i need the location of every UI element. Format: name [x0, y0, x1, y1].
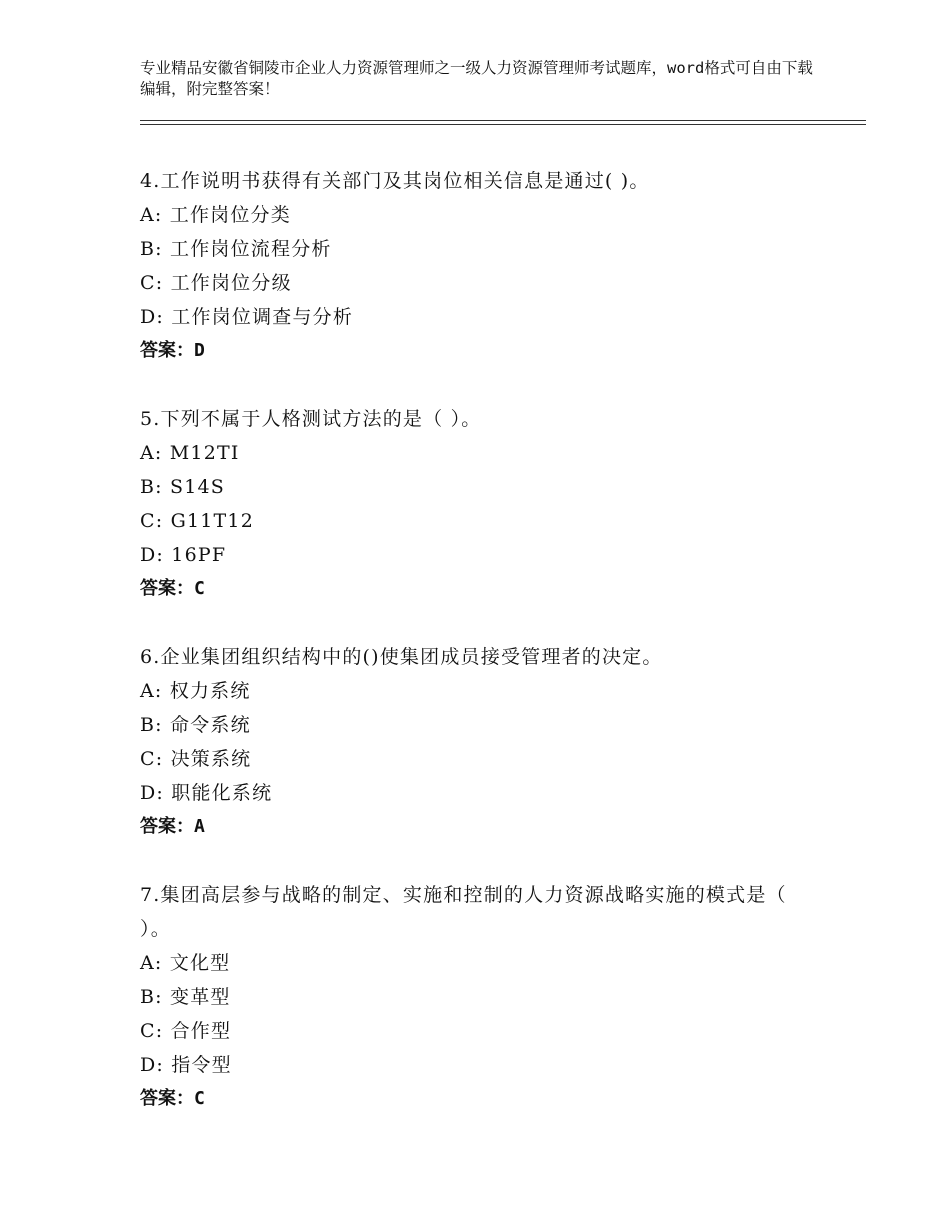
question-stem: 5.下列不属于人格测试方法的是（ ）。 — [140, 408, 482, 430]
header-divider-bottom — [140, 124, 866, 125]
option-d: D: 指令型 — [140, 1054, 232, 1076]
question-list — [140, 164, 820, 1150]
option-b: B: S14S — [140, 476, 226, 498]
question-item — [140, 402, 820, 606]
answer-line: 答案：A — [140, 816, 205, 837]
option-a: A: M12TI — [140, 442, 240, 464]
question-stem: 7.集团高层参与战略的制定、实施和控制的人力资源战略实施的模式是（ ）。 — [140, 884, 787, 940]
option-a: A: 文化型 — [140, 952, 231, 974]
option-c: C: 决策系统 — [140, 748, 252, 770]
document-header: 专业精品安徽省铜陵市企业人力资源管理师之一级人力资源管理师考试题库，word格式可自由下载编辑，附完整答案！ — [140, 59, 813, 98]
question-item — [140, 878, 820, 1116]
option-d: D: 工作岗位调查与分析 — [140, 306, 354, 328]
option-c: C: 合作型 — [140, 1020, 232, 1042]
answer-line: 答案：C — [140, 578, 205, 599]
question-stem: 6.企业集团组织结构中的()使集团成员接受管理者的决定。 — [140, 646, 663, 668]
question-item — [140, 164, 820, 368]
option-a: A: 工作岗位分类 — [140, 204, 291, 226]
question-item — [140, 640, 820, 844]
question-stem: 4.工作说明书获得有关部门及其岗位相关信息是通过( )。 — [140, 170, 650, 192]
option-b: B: 变革型 — [140, 986, 231, 1008]
option-b: B: 工作岗位流程分析 — [140, 238, 332, 260]
option-a: A: 权力系统 — [140, 680, 251, 702]
option-c: C: G11T12 — [140, 510, 254, 532]
header-divider-top — [140, 120, 866, 121]
answer-line: 答案：C — [140, 1088, 205, 1109]
option-d: D: 16PF — [140, 544, 227, 566]
answer-line: 答案：D — [140, 340, 205, 361]
option-b: B: 命令系统 — [140, 714, 251, 736]
option-d: D: 职能化系统 — [140, 782, 273, 804]
option-c: C: 工作岗位分级 — [140, 272, 292, 294]
